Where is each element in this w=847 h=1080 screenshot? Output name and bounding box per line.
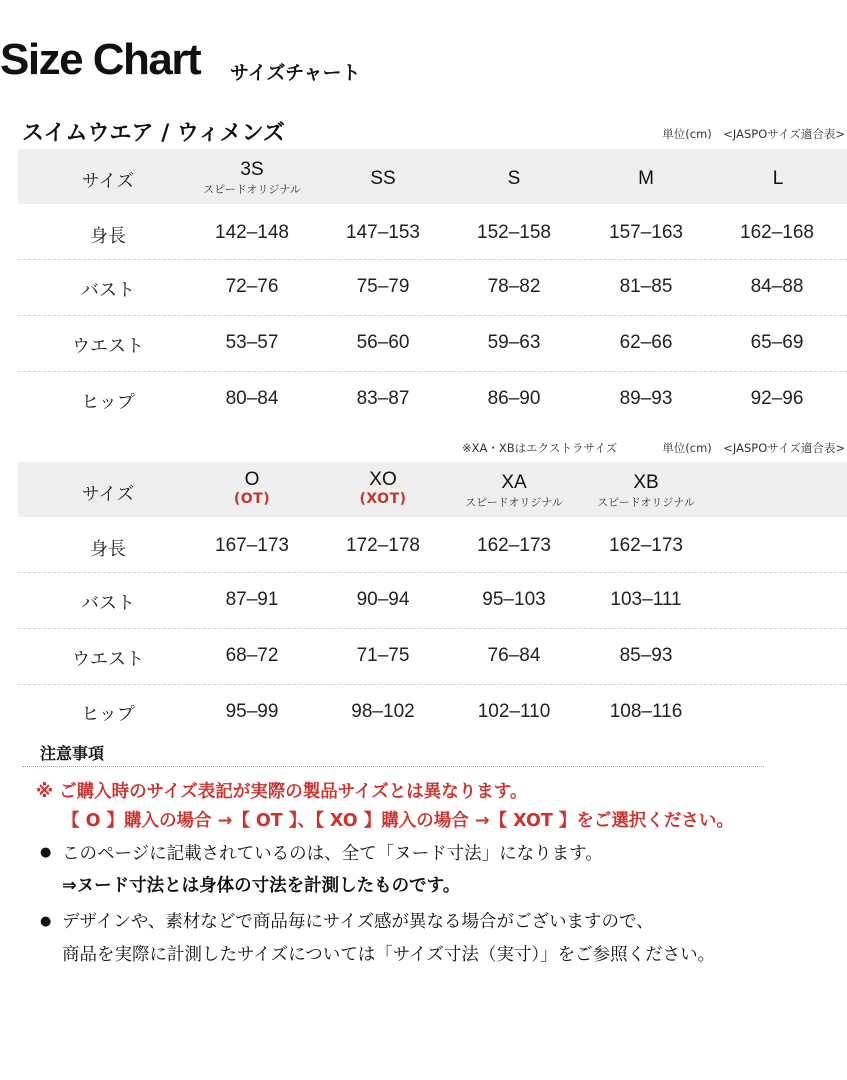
section-title: スイムウエア / ウィメンズ (22, 121, 285, 146)
table2-col-o: O (OT) (233, 469, 271, 507)
cell-value: 162–173 (609, 535, 683, 556)
cell-value: 71–75 (356, 645, 410, 666)
cell-value: 62–66 (619, 332, 673, 353)
notes-title: 注意事項 (40, 744, 105, 763)
table2-col-xo: XO (XOT) (359, 469, 407, 507)
table1-header (18, 149, 847, 204)
table-row (0, 260, 847, 316)
cell-value: 102–110 (477, 701, 551, 722)
row-label-hip: ヒップ (81, 704, 135, 725)
cell-value: 72–76 (225, 276, 279, 297)
row-label-waist: ウエスト (72, 336, 144, 357)
bullet-icon: ● (40, 914, 52, 929)
row-label-hip: ヒップ (81, 392, 135, 413)
table1-size-label: サイズ (81, 171, 135, 192)
table1-col-3s: 3S スピードオリジナル (203, 159, 301, 196)
row-label-bust: バスト (81, 593, 135, 614)
cell-value: 157–163 (609, 222, 683, 243)
table2-header (18, 462, 847, 517)
cell-value: 56–60 (356, 332, 410, 353)
cell-value: 80–84 (225, 388, 279, 409)
cell-value: 142–148 (215, 222, 289, 243)
notice-fit-varies: デザインや、素材などで商品毎にサイズ感が異なる場合がございますので、 (62, 912, 654, 932)
cell-value: 76–84 (487, 645, 541, 666)
table1-col-ss: SS (370, 168, 396, 189)
cell-value: 83–87 (356, 388, 410, 409)
cell-value: 95–99 (225, 701, 279, 722)
cell-value: 98–102 (351, 701, 415, 722)
cell-value: 147–153 (346, 222, 420, 243)
cell-value: 162–173 (477, 535, 551, 556)
cell-value: 162–168 (740, 222, 814, 243)
cell-value: 90–94 (356, 589, 410, 610)
notice-nude-measurement: このページに記載されているのは、全て「ヌード寸法」になります。 (62, 844, 603, 864)
notice-actual-size-ref: 商品を実際に計測したサイズについては「サイズ寸法（実寸）」をご参照ください。 (62, 945, 716, 965)
cell-value: 86–90 (487, 388, 541, 409)
notes-divider (22, 766, 764, 767)
cell-value: 172–178 (346, 535, 420, 556)
table1-col-s: S (507, 168, 521, 189)
page-title: Size Chart (0, 35, 201, 84)
cell-value: 59–63 (487, 332, 541, 353)
table2-unit-note: 単位(cm) <JASPOサイズ適合表> (662, 441, 845, 455)
cell-value: 81–85 (619, 276, 673, 297)
cell-value: 152–158 (477, 222, 551, 243)
table-row (0, 629, 847, 685)
cell-value: 78–82 (487, 276, 541, 297)
table-row (0, 517, 847, 573)
notice-select-size: 【 O 】購入の場合 →【 OT 】、【 XO 】購入の場合 →【 XOT 】をご選択ください。 (62, 811, 734, 831)
table-row (0, 372, 847, 428)
page-subtitle: サイズチャート (230, 62, 361, 84)
row-label-waist: ウエスト (72, 649, 144, 670)
cell-value: 85–93 (619, 645, 673, 666)
notice-size-label-differs: ※ ご購入時のサイズ表記が実際の製品サイズとは異なります。 (36, 782, 528, 802)
table2-col-xb: XB スピードオリジナル (597, 472, 695, 509)
cell-value: 65–69 (750, 332, 804, 353)
table-row (0, 685, 847, 737)
cell-value: 53–57 (225, 332, 279, 353)
cell-value: 103–111 (610, 589, 682, 610)
row-label-height: 身長 (90, 539, 126, 560)
bullet-icon: ● (40, 845, 52, 860)
cell-value: 68–72 (225, 645, 279, 666)
table2-extra-note: ※XA・XBはエクストラサイズ (462, 441, 618, 455)
cell-value: 75–79 (356, 276, 410, 297)
cell-value: 87–91 (225, 589, 279, 610)
row-label-bust: バスト (81, 280, 135, 301)
cell-value: 89–93 (619, 388, 673, 409)
notice-nude-definition: ⇒ヌード寸法とは身体の寸法を計測したものです。 (62, 876, 461, 896)
cell-value: 95–103 (482, 589, 546, 610)
table-row (0, 204, 847, 260)
cell-value: 167–173 (215, 535, 289, 556)
table1-col-m: M (638, 168, 654, 189)
cell-value: 84–88 (750, 276, 804, 297)
table2-size-label: サイズ (81, 484, 135, 505)
cell-value: 108–116 (609, 701, 683, 722)
table1-unit-note: 単位(cm) <JASPOサイズ適合表> (662, 127, 845, 141)
table-row (0, 573, 847, 629)
table2-col-xa: XA スピードオリジナル (465, 472, 563, 509)
table-row (0, 316, 847, 372)
table1-col-l: L (772, 168, 784, 189)
cell-value: 92–96 (750, 388, 804, 409)
row-label-height: 身長 (90, 226, 126, 247)
